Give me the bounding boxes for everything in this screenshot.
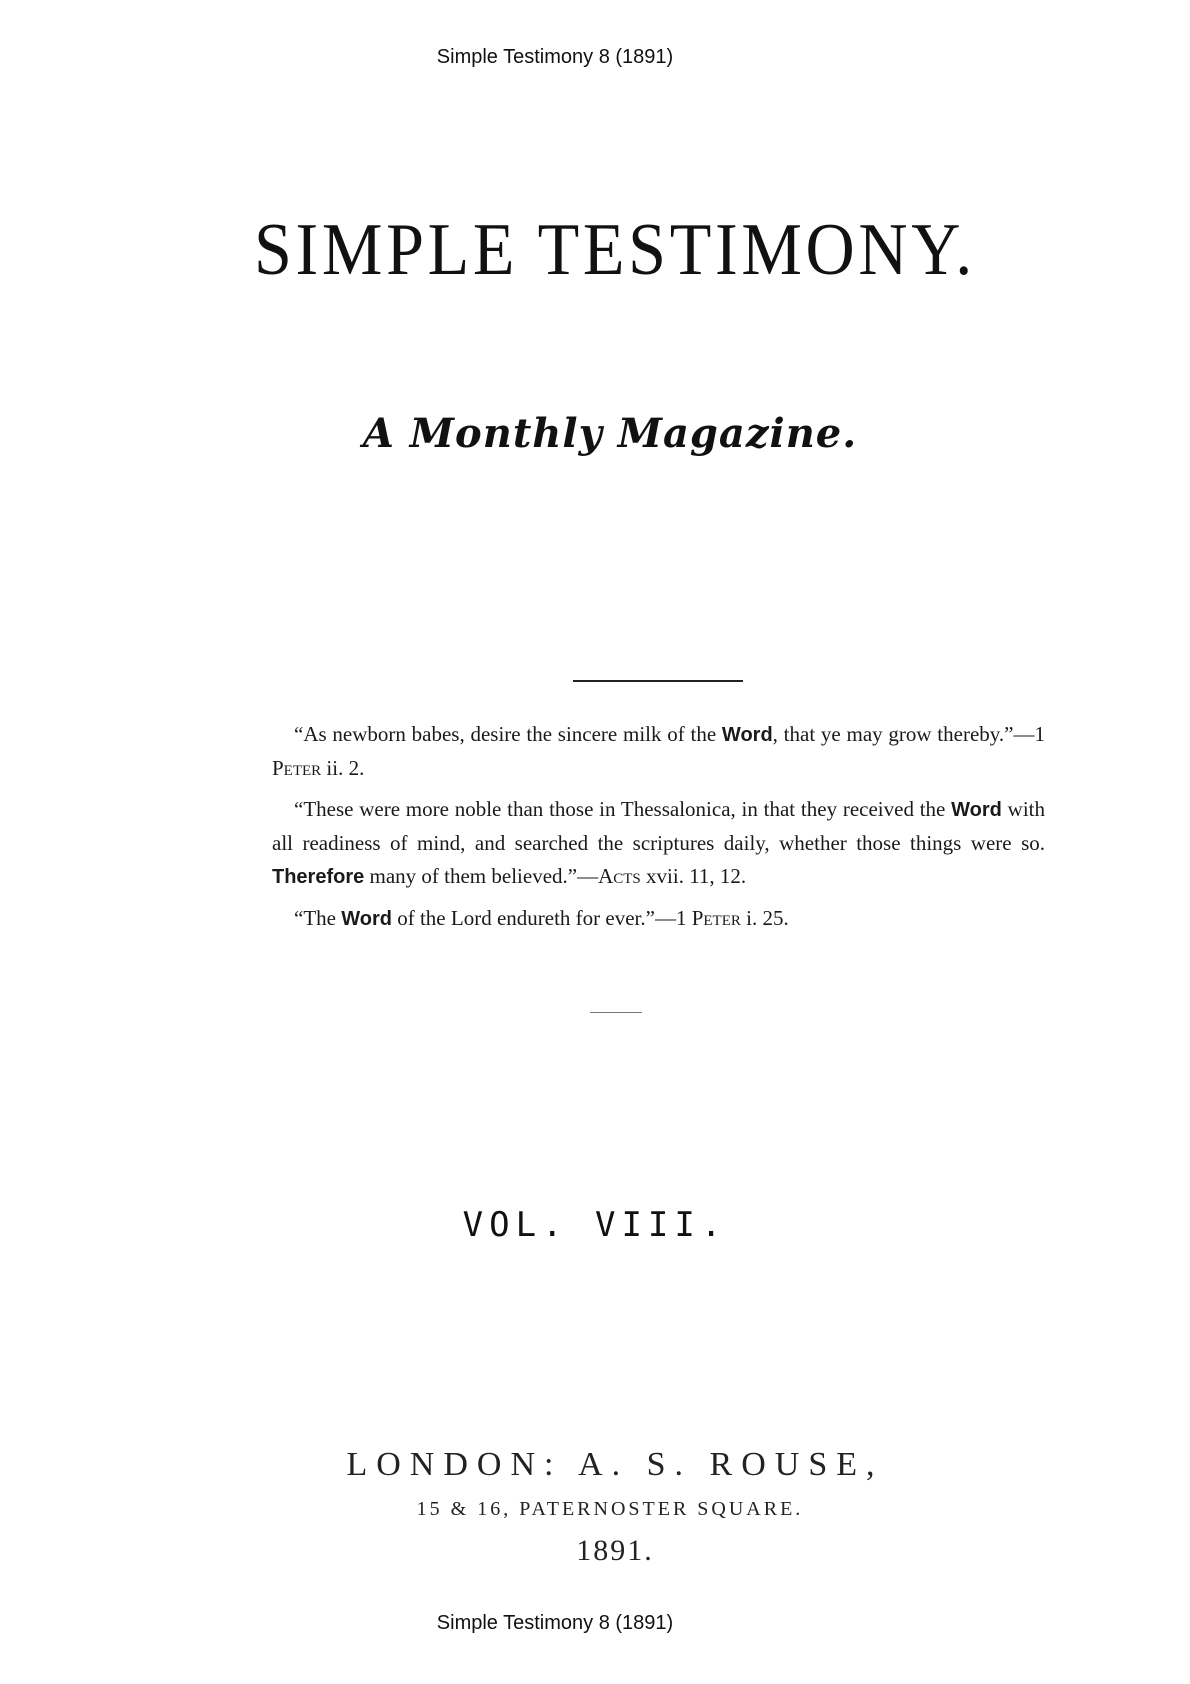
divider-rule-bottom (590, 1012, 642, 1013)
quote-text: “These were more noble than those in Thessalonica, in that they received the (294, 797, 952, 821)
emphasized-word: Word (341, 908, 392, 930)
publisher-address: 15 & 16, PATERNOSTER SQUARE. (416, 1498, 804, 1520)
epigraph-quotes (272, 718, 1045, 944)
quote-text: ii. 2. (321, 756, 365, 780)
quote-text: “As newborn babes, desire the sincere milk of the (294, 722, 722, 746)
magazine-subtitle: A Monthly Magazine. (362, 410, 858, 457)
quote-text: of the Lord endureth for ever.”—1 (391, 906, 692, 930)
running-header: Simple Testimony 8 (1891) (436, 46, 674, 68)
volume-label: VOL. VIII. (462, 1205, 728, 1245)
running-footer: Simple Testimony 8 (1891) (436, 1612, 674, 1634)
quote-text: xvii. 11, 12. (640, 864, 747, 888)
quote-text: i. 25. (740, 906, 789, 930)
quote-text: “The (294, 906, 342, 930)
epigraph-quote (272, 793, 1045, 894)
epigraph-quote (272, 902, 1045, 936)
scripture-reference: Acts (598, 864, 641, 888)
epigraph-quote (272, 718, 1045, 785)
quote-text: with all readiness of mind, and searched the scriptures daily, whether those things were so. (272, 797, 1045, 855)
publication-year: 1891. (576, 1534, 654, 1567)
emphasized-word: Word (721, 724, 773, 746)
scripture-reference: Peter (691, 906, 741, 930)
magazine-title: SIMPLE TESTIMONY. (253, 209, 977, 291)
publisher-line: LONDON: A. S. ROUSE, (346, 1446, 884, 1483)
emphasized-word: Word (951, 799, 1002, 821)
emphasized-word: Therefore (272, 866, 365, 888)
scripture-reference: Peter (272, 756, 322, 780)
quote-text: , that ye may grow thereby.”—1 (772, 722, 1045, 746)
divider-rule-top (573, 680, 743, 682)
quote-text: many of them believed.”— (364, 864, 599, 888)
